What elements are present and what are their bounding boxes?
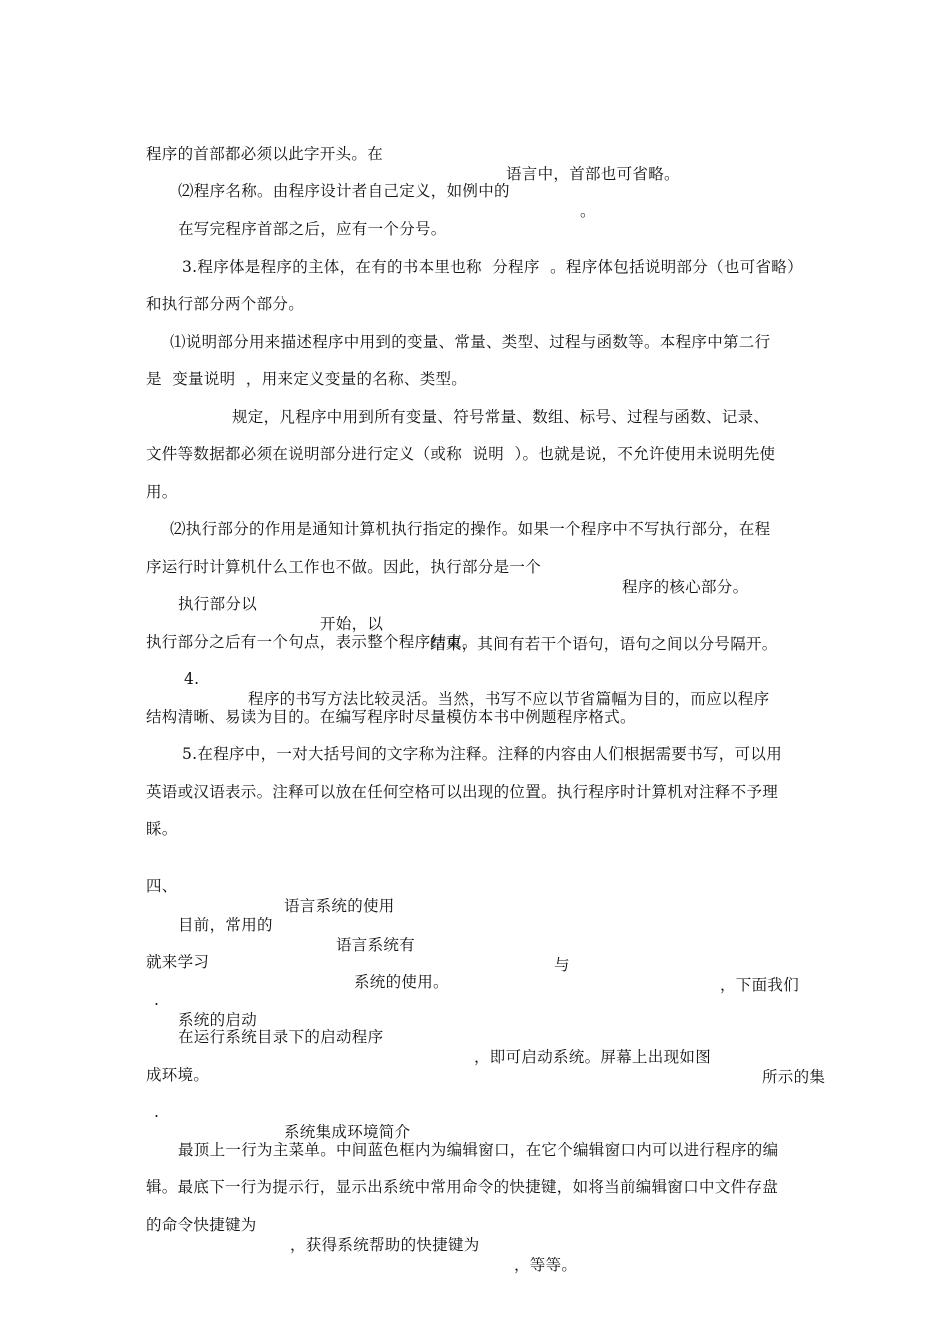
text-segment: ，获得系统帮助的快捷键为: [290, 1236, 480, 1254]
text-segment: 开始，以: [320, 615, 384, 633]
heading-number: .: [154, 1103, 160, 1121]
text-segment: 4.: [184, 670, 200, 688]
text-segment: 就来学习: [146, 953, 210, 971]
text-segment: 的命令快捷键为: [146, 1216, 257, 1234]
text-segment: 系统的使用。: [354, 973, 449, 991]
text-segment: 英语或汉语表示。注释可以放在任何空格可以出现的位置。执行程序时计算机对注释不予理: [146, 783, 779, 801]
heading-number: .: [154, 991, 160, 1009]
text-segment: 成环境。: [146, 1066, 210, 1084]
text-segment: 所示的集: [762, 1068, 826, 1086]
text-segment: 语言中，首部也可省略。: [506, 165, 680, 183]
text-segment: 和执行部分两个部分。: [146, 295, 305, 313]
text-segment: 3.程序体是程序的主体，在有的书本里也称 分程序 。程序体包括说明部分（也可省略）: [182, 258, 803, 276]
text-segment: 程序的核心部分。: [622, 578, 749, 596]
text-segment: 程序的首部都必须以此字开头。在: [146, 145, 384, 163]
text-segment: 5.在程序中，一对大括号间的文字称为注释。注释的内容由人们根据需要书写，可以用: [182, 745, 782, 763]
heading-text: 系统集成环境简介: [284, 1123, 411, 1141]
text-segment: ，下面我们: [720, 976, 800, 994]
text-segment: ⑵程序名称。由程序设计者自己定义，如例中的: [178, 182, 510, 200]
text-segment: 规定，凡程序中用到所有变量、符号常量、数组、标号、过程与函数、记录、: [232, 408, 770, 426]
text-segment: 与: [554, 956, 570, 974]
text-segment: 语言系统有: [336, 936, 416, 954]
heading-text: 语言系统的使用: [284, 897, 395, 915]
text-segment: 执行部分以: [178, 595, 258, 613]
text-segment: 程序的书写方法比较灵活。当然，书写不应以节省篇幅为目的，而应以程序: [248, 690, 770, 708]
text-segment: 结构清晰、易读为目的。在编写程序时尽量模仿本书中例题程序格式。: [146, 708, 636, 726]
text-segment: ⑴说明部分用来描述程序中用到的变量、常量、类型、过程与函数等。本程序中第二行: [170, 333, 771, 351]
text-line: [0, 1195, 578, 1295]
text-segment: 。: [580, 202, 596, 220]
text-segment: 结束，其间有若干个语句，语句之间以分号隔开。: [430, 635, 778, 653]
heading-number: 四、: [146, 877, 178, 895]
text-segment: 目前，常用的: [178, 916, 273, 934]
text-segment: 辑。最底下一行为提示行，显示出系统中常用命令的快捷键，如将当前编辑窗口中文件存盘: [146, 1178, 779, 1196]
text-segment: ，等等。: [514, 1256, 578, 1274]
text-segment: 是 变量说明 ，用来定义变量的名称、类型。: [146, 370, 468, 388]
text-segment: 在运行系统目录下的启动程序: [178, 1028, 384, 1046]
text-segment: 序运行时计算机什么工作也不做。因此，执行部分是一个: [146, 558, 542, 576]
heading-text: 系统的启动: [178, 1011, 258, 1029]
text-segment: 在写完程序首部之后，应有一个分号。: [178, 220, 447, 238]
text-segment: ⑵执行部分的作用是通知计算机执行指定的操作。如果一个程序中不写执行部分，在程: [170, 520, 771, 538]
text-line: [0, 799, 178, 859]
text-segment: ，即可启动系统。屏幕上出现如图: [474, 1048, 712, 1066]
text-segment: 文件等数据都必须在说明部分进行定义（或称 说明 ）。也就是说，不允许使用未说明先使: [146, 445, 776, 463]
text-segment: 睬。: [146, 820, 178, 838]
text-segment: 执行部分之后有一个句点，表示整个程序结束。: [146, 633, 478, 651]
text-segment: 最顶上一行为主菜单。中间蓝色框内为编辑窗口，在它个编辑窗口内可以进行程序的编: [178, 1141, 779, 1159]
text-segment: 用。: [146, 483, 178, 501]
